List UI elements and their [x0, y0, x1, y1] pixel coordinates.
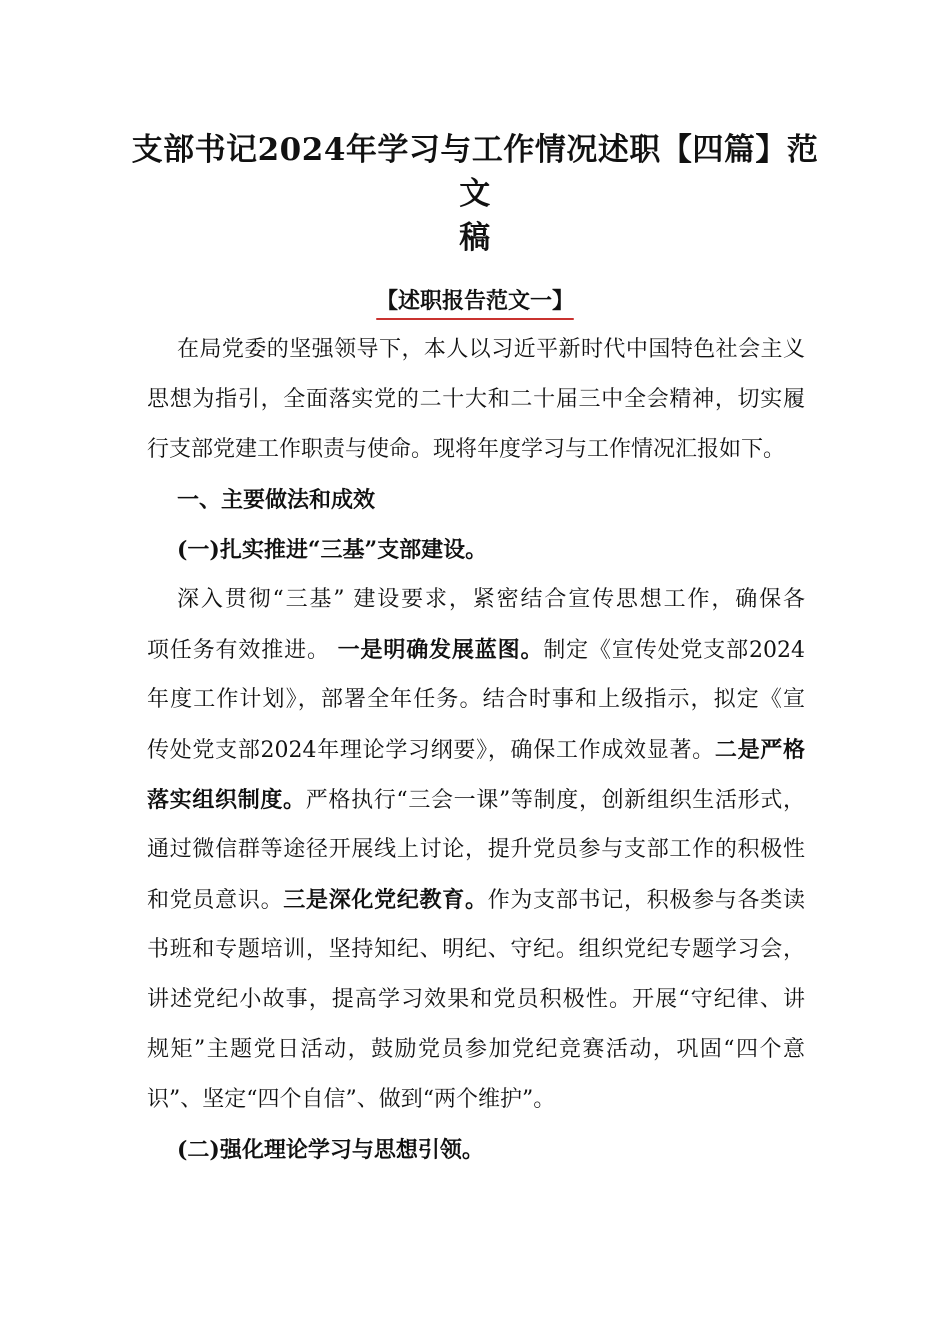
- body-line-5-b: 严格执行“三会一课”等制度，创新组织生活形式，: [305, 788, 805, 813]
- body-line-2-bold: 一是明确发展蓝图。: [337, 637, 544, 663]
- body-line-2-c: 制定《宣传处党支部2024: [543, 638, 805, 663]
- body-line-7-bold: 三是深化党纪教育。: [283, 887, 488, 913]
- body-line-7-a: 和党员意识。: [147, 888, 284, 913]
- body-line-5-bold: 落实组织制度。: [147, 787, 306, 813]
- subheading-1: (一)扎实推进“三基”支部建设。: [177, 537, 488, 563]
- intro-line-3: 行支部党建工作职责与使命。现将年度学习与工作情况汇报如下。: [147, 437, 786, 462]
- heading-main-practices: 一、主要做法和成效: [177, 487, 376, 513]
- body-line-10: 规矩”主题党日活动，鼓励党员参加党纪竞赛活动，巩固“四个意: [147, 1037, 805, 1062]
- section-heading-text: 【述职报告范文一】: [375, 288, 574, 314]
- body-line-5: [147, 784, 805, 817]
- body-line-2: [147, 634, 805, 667]
- section-heading-wrapper: [376, 285, 574, 317]
- body-line-1: 深入贯彻“三基” 建设要求，紧密结合宣传思想工作，确保各: [177, 587, 805, 612]
- body-line-9: 讲述党纪小故事，提高学习效果和党员积极性。开展“守纪律、讲: [147, 987, 805, 1012]
- body-line-4-a: 传处党支部2024年理论学习纲要》，确保工作成效显著。: [147, 738, 715, 763]
- body-line-6: 通过微信群等途径开展线上讨论，提升党员参与支部工作的积极性: [147, 837, 805, 862]
- body-line-4: [147, 734, 805, 767]
- intro-line-2: 思想为指引，全面落实党的二十大和二十届三中全会精神，切实履: [147, 387, 805, 412]
- body-line-11: 识”、坚定“四个自信”、做到“两个维护”。: [147, 1087, 556, 1112]
- document-title-line-2: 稿: [459, 220, 491, 256]
- body-line-4-bold: 二是严格: [714, 737, 805, 763]
- body-line-2-a: 项任务有效推进。: [147, 638, 338, 663]
- body-line-7-c: 作为支部书记，积极参与各类读: [487, 888, 805, 913]
- body-line-7: [147, 884, 805, 917]
- subheading-2: (二)强化理论学习与思想引领。: [177, 1137, 484, 1163]
- heading-underline: [376, 318, 574, 320]
- intro-line-1: 在局党委的坚强领导下，本人以习近平新时代中国特色社会主义: [177, 337, 805, 362]
- section-heading: [0, 285, 950, 317]
- body-line-8: 书班和专题培训，坚持知纪、明纪、守纪。组织党纪专题学习会，: [147, 937, 805, 962]
- document-title-line-1: 支部书记2024年学习与工作情况述职【四篇】范文: [131, 132, 819, 212]
- document-title: [130, 128, 820, 260]
- body-line-3: 年度工作计划》，部署全年任务。结合时事和上级指示，拟定《宣: [147, 687, 805, 712]
